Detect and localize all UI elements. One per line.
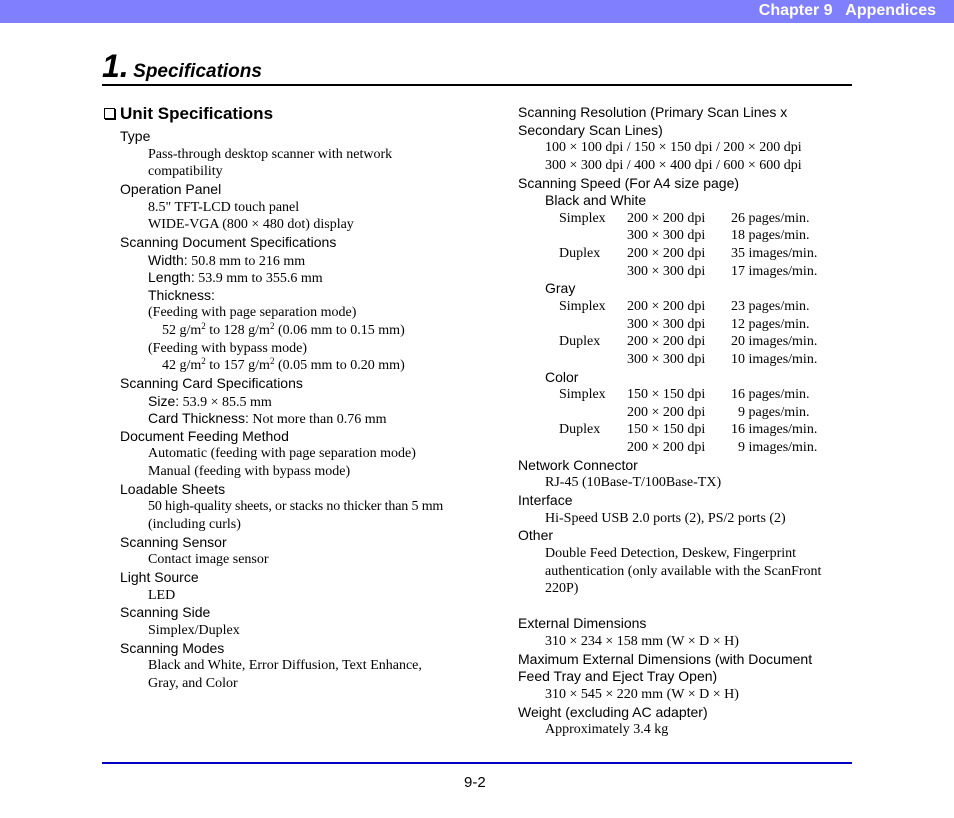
speed-resolution: 300 × 300 dpi [627, 317, 706, 332]
speed-resolution: 200 × 200 dpi [627, 246, 706, 261]
spec-value: LED [148, 588, 176, 603]
speed-rate: 16 images/min. [731, 422, 818, 437]
spec-text: 52 g/m [162, 323, 202, 338]
spec-value: 100 × 100 dpi / 150 × 150 dpi / 200 × 200 dpi [545, 140, 802, 155]
spec-heading-feeding: Document Feeding Method [120, 428, 289, 444]
footer-divider [102, 762, 852, 764]
speed-rate: 35 images/min. [731, 246, 818, 261]
speed-rate: 23 pages/min. [731, 299, 810, 314]
spec-value: 8.5" TFT-LCD touch panel [148, 200, 300, 215]
speed-rate: 12 pages/min. [731, 317, 810, 332]
speed-resolution: 150 × 150 dpi [627, 422, 706, 437]
spec-heading-other: Other [518, 527, 554, 543]
spec-text: to 157 g/m [205, 358, 270, 373]
superscript: 2 [201, 356, 206, 366]
spec-width [148, 252, 305, 270]
spec-value: Double Feed Detection, Deskew, Fingerprint [545, 546, 797, 561]
superscript: 2 [269, 321, 275, 331]
spec-value: (Feeding with bypass mode) [148, 341, 308, 356]
title-divider [102, 84, 852, 86]
spec-card-thickness [148, 410, 387, 428]
speed-mode: Simplex [559, 299, 606, 314]
spec-value: Simplex/Duplex [148, 623, 240, 638]
spec-text: to 128 g/m [205, 323, 270, 338]
spec-value: Manual (feeding with bypass mode) [148, 464, 351, 479]
spec-heading-max-dimensions: Maximum External Dimensions (with Document [518, 651, 813, 667]
spec-heading-card: Scanning Card Specifications [120, 375, 303, 391]
chapter-title: Chapter 9 Appendices [758, 2, 936, 19]
spec-heading-loadable: Loadable Sheets [120, 481, 226, 497]
spec-text: (0.05 mm to 0.20 mm) [274, 358, 405, 373]
spec-heading-resolution-2: Secondary Scan Lines) [518, 122, 663, 138]
spec-card-size [148, 393, 272, 411]
spec-value: Automatic (feeding with page separation mode) [148, 446, 416, 461]
spec-value: Black and White, Error Diffusion, Text Enhance, [148, 658, 422, 673]
speed-group-gray: Gray [545, 280, 576, 296]
speed-rate: 20 images/min. [731, 334, 818, 349]
speed-resolution: 300 × 300 dpi [627, 352, 706, 367]
speed-resolution: 200 × 200 dpi [627, 299, 706, 314]
page-number: 9-2 [464, 774, 486, 791]
speed-resolution: 200 × 200 dpi [627, 211, 706, 226]
speed-resolution: 300 × 300 dpi [627, 264, 706, 279]
spec-value: compatibility [148, 164, 223, 179]
speed-rate: 26 pages/min. [731, 211, 810, 226]
spec-value: Approximately 3.4 kg [545, 722, 669, 737]
speed-rate: 16 pages/min. [731, 387, 810, 402]
section-heading-text: Unit Specifications [120, 104, 274, 123]
spec-value: 53.9 mm to 355.6 mm [194, 271, 323, 286]
spec-value: 50 high-quality sheets, or stacks no thicker than 5 mm [148, 499, 444, 514]
spec-value: 50.8 mm to 216 mm [187, 254, 306, 269]
spec-heading-document: Scanning Document Specifications [120, 234, 337, 250]
checkbox-bullet-icon [104, 108, 115, 119]
spec-value: 53.9 × 85.5 mm [179, 395, 272, 410]
spec-heading-weight: Weight (excluding AC adapter) [518, 704, 708, 720]
speed-mode: Duplex [559, 422, 601, 437]
speed-rate: 18 pages/min. [731, 228, 810, 243]
spec-value: 310 × 545 × 220 mm (W × D × H) [545, 687, 739, 702]
page-title [102, 48, 262, 85]
speed-resolution: 200 × 200 dpi [627, 334, 706, 349]
speed-rate: 10 images/min. [731, 352, 818, 367]
spec-value: Pass-through desktop scanner with network [148, 147, 393, 162]
speed-mode: Simplex [559, 211, 606, 226]
spec-length [148, 269, 323, 287]
spec-heading-max-dimensions-2: Feed Tray and Eject Tray Open) [518, 668, 718, 684]
spec-heading-type: Type [120, 128, 151, 144]
spec-heading-speed: Scanning Speed (For A4 size page) [518, 175, 740, 191]
spec-label-thickness: Thickness: [148, 287, 215, 303]
speed-group-color: Color [545, 369, 579, 385]
spec-label: Width: [148, 252, 188, 268]
title-text: Specifications [133, 61, 262, 82]
spec-heading-interface: Interface [518, 492, 573, 508]
spec-label: Size: [148, 393, 180, 409]
spec-value: (including curls) [148, 517, 241, 532]
spec-value: Gray, and Color [148, 676, 238, 691]
speed-mode: Simplex [559, 387, 606, 402]
spec-value [162, 322, 405, 339]
chapter-header-bar [0, 0, 954, 23]
speed-resolution: 150 × 150 dpi [627, 387, 706, 402]
spec-heading-sensor: Scanning Sensor [120, 534, 227, 550]
spec-heading-light: Light Source [120, 569, 199, 585]
title-number: 1. [102, 48, 129, 84]
spec-label: Card Thickness: [148, 410, 249, 426]
spec-value: authentication (only available with the ScanFront [545, 564, 822, 579]
spec-value: Contact image sensor [148, 552, 269, 567]
spec-value: 300 × 300 dpi / 400 × 400 dpi / 600 × 600 dpi [545, 158, 802, 173]
spec-value [162, 357, 405, 374]
speed-group-bw: Black and White [545, 192, 647, 208]
speed-rate: 17 images/min. [731, 264, 818, 279]
spec-value: 310 × 234 × 158 mm (W × D × H) [545, 634, 739, 649]
spec-value: Not more than 0.76 mm [248, 412, 387, 427]
spec-heading-external-dimensions: External Dimensions [518, 615, 647, 631]
speed-resolution: 200 × 200 dpi [627, 440, 706, 455]
spec-label: Length: [148, 269, 195, 285]
spec-value: Hi-Speed USB 2.0 ports (2), PS/2 ports (2) [545, 511, 786, 526]
speed-rate: 9 pages/min. [731, 405, 810, 420]
spec-heading-operation-panel: Operation Panel [120, 181, 222, 197]
spec-heading-side: Scanning Side [120, 604, 211, 620]
speed-rate: 9 images/min. [731, 440, 818, 455]
spec-heading-resolution: Scanning Resolution (Primary Scan Lines x [518, 104, 788, 120]
spec-text: 42 g/m [162, 358, 202, 373]
spec-value: (Feeding with page separation mode) [148, 305, 357, 320]
section-heading [104, 104, 273, 124]
spec-value: 220P) [545, 581, 579, 596]
superscript: 2 [201, 321, 206, 331]
spec-heading-modes: Scanning Modes [120, 640, 225, 656]
spec-text: (0.06 mm to 0.15 mm) [274, 323, 405, 338]
spec-value: RJ-45 (10Base-T/100Base-TX) [545, 475, 722, 490]
spec-value: WIDE-VGA (800 × 480 dot) display [148, 217, 354, 232]
speed-resolution: 300 × 300 dpi [627, 228, 706, 243]
speed-mode: Duplex [559, 334, 601, 349]
speed-mode: Duplex [559, 246, 601, 261]
speed-resolution: 200 × 200 dpi [627, 405, 706, 420]
spec-heading-network: Network Connector [518, 457, 638, 473]
superscript: 2 [269, 356, 275, 366]
